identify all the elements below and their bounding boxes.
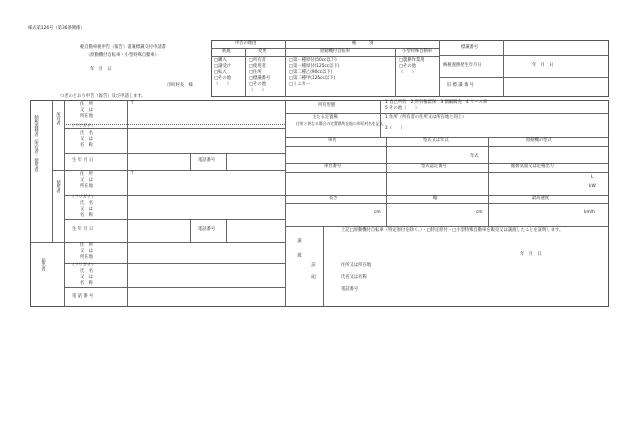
submitter-furigana-label: （フリガナ） (70, 263, 96, 268)
reason-title: 申告の理由 (235, 41, 257, 46)
owner-postal-mark[interactable]: 〒 (130, 101, 135, 106)
vehicle-name-header: 車名 (328, 138, 337, 143)
user-furigana-label: （フリガナ） (70, 195, 96, 200)
storage-option-2[interactable]: 2（ ） (385, 126, 405, 131)
taxpayer-side-label: 納税義務者（所有者・使用者） (33, 115, 39, 176)
owner-name-label: 氏 名 又 は 名 称 (80, 131, 93, 148)
user-name-label: 氏 名 又 は 名 称 (80, 201, 93, 218)
model-header: 型式又は年式 (423, 138, 449, 143)
ownership-label: 所有形態 (318, 103, 336, 108)
user-birth-label: 生 年 月 日 (72, 227, 94, 232)
model-year-unit: 年式 (470, 154, 479, 159)
lead-text: つぎのとおり申告（報告）及び申請します。 (60, 94, 146, 99)
user-postal-mark[interactable]: 〒 (130, 171, 135, 176)
submitter-phone-label: 電 話 番 号 (72, 294, 94, 299)
small-title: 小型特殊自動車 (402, 49, 433, 54)
storage-label: 主たる定置場 (312, 115, 338, 120)
transfer-statement: 上記□原動機付自転車（特定原付を除く。）・□特定原付・□小型特殊自動車を販売又は譲渡したことを証明します。 (341, 228, 564, 233)
ownership-options[interactable]: 1 自己所有 2 所有権留保 3 割賦販売 4 リース車 (385, 100, 488, 105)
owner-address-label: 住 所 又 は 所在地 (80, 102, 93, 119)
old-plate-label: 旧 標 識 番 号 (447, 83, 474, 88)
submitter-name-label: 氏 名 又 は 名 称 (80, 269, 93, 286)
width-unit: cm (476, 210, 483, 215)
submitter-side-label: 届出者 (40, 258, 46, 271)
width-header: 幅 (433, 196, 438, 201)
moped-type-list[interactable]: □第一種原付(50cc以下) □第一種原付(125cc以下) □第二種乙(90cc以下) □第二種甲(125cc以下) □ミニカー (289, 58, 340, 87)
ownership-options-2[interactable]: 5 その他（ ） (385, 106, 420, 111)
application-date[interactable]: 年 月 日 (90, 67, 112, 72)
transfer-address-label: 住所又は所在地 (341, 263, 372, 268)
form-subtitle: （原動機付自転車・小型特殊自動車） (86, 53, 160, 58)
small-type-list[interactable]: □農耕作業用 □その他 （ ） (399, 58, 425, 75)
displacement-unit-l: L (591, 175, 594, 180)
tax-date-label: 納税義務発生年月日 (443, 63, 482, 68)
max-speed-header: 最高速度 (532, 196, 550, 201)
displacement-header: 総排気量又は定格出力 (511, 164, 554, 169)
change-reason-list[interactable]: □所有者 □使用者 □住所 □標識番号 □その他 （ ） (249, 58, 271, 93)
owner-phone-label: 電話番号 (198, 158, 216, 163)
new-title: 新規 (222, 49, 231, 54)
approval-number-header: 型式認定番号 (421, 164, 447, 169)
user-side-label: 使用者 (55, 180, 61, 193)
submitter-address-label: 住 所 又 は 所在地 (80, 243, 93, 260)
transfer-phone-label: 電話番号 (341, 287, 359, 292)
form-title: 軽自動車税申告（報告）書兼標識交付申請書 (80, 45, 166, 50)
length-header: 長さ (329, 196, 338, 201)
speed-unit: km/h (584, 210, 595, 215)
transfer-date[interactable]: 年 月 日 (520, 252, 542, 257)
owner-furigana-label: （フリガナ） (70, 124, 96, 129)
addressee: 市町村長 様 (167, 83, 193, 88)
length-unit: cm (374, 210, 381, 215)
certificate-side-label: 証 明 (310, 262, 316, 281)
owner-side-label: 所有者 (55, 112, 61, 125)
user-address-label: 住 所 又 は 所在地 (80, 172, 93, 189)
displacement-unit-kw: kW (589, 184, 596, 189)
owner-birth-label: 生 年 月 日 (72, 158, 94, 163)
type-title: 種 別 (352, 41, 374, 46)
engine-header: 原動機の型式 (526, 138, 552, 143)
form-id: 様式第126号（第36条関係） (28, 26, 85, 31)
user-phone-label: 電話番号 (198, 227, 216, 232)
transfer-side-label: 譲 渡 (296, 238, 302, 260)
transfer-name-label: 氏名又は名称 (341, 275, 367, 280)
frame-number-header: 車台番号 (324, 164, 342, 169)
plate-number-label: 標識番号 (461, 45, 479, 50)
moped-title: 原動機付自転車 (320, 49, 351, 54)
tax-date-value[interactable]: 年 月 日 (532, 63, 554, 68)
new-reason-list[interactable]: □購入 □譲受け □転入 □その他 （ ） (214, 58, 232, 87)
storage-option-1[interactable]: 1 住所（所有者の住所又は所在地と同じ） (385, 115, 467, 120)
change-title: 変更 (258, 49, 267, 54)
storage-note: 住所と異なる場合の定置場所在地の市町村名を記入 (296, 121, 384, 126)
